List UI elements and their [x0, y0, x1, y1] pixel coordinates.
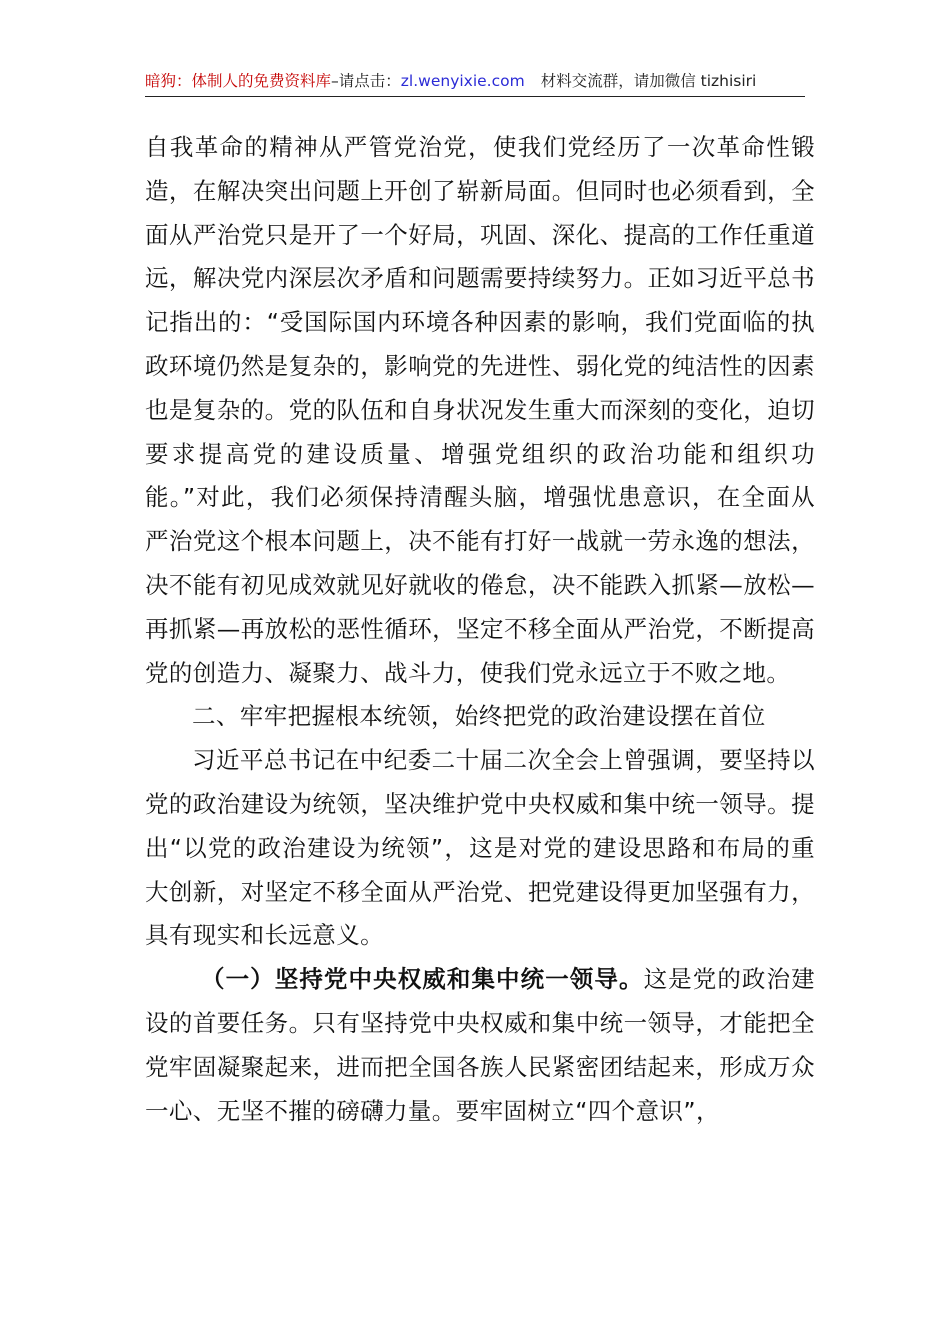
- document-body: [145, 126, 815, 1133]
- subsection-1-text: 这是党的政治建设的首要任务。只有坚持党中央权威和集中统一领导，才能把全党牢固凝聚起来，进而把全国各族人民紧密团结起来，形成万众一心、无坚不摧的磅礴力量。要牢固树立“四个意识”，: [145, 965, 815, 1125]
- paragraph-section-2-intro: 习近平总书记在中纪委二十届二次全会上曾强调，要坚持以党的政治建设为统领，坚决维护党中央权威和集中统一领导。提出“以党的政治建设为统领”，这是对党的建设思路和布局的重大创新，对坚定不移全面从严治党、把党建设得更加坚强有力，具有现实和长远意义。: [145, 746, 815, 950]
- paragraph-subsection-1: [145, 958, 815, 1133]
- subsection-1-title: （一）坚持党中央权威和集中统一领导。: [201, 965, 644, 994]
- header-prompt: –请点击：: [331, 72, 401, 90]
- header-wechat-note: 材料交流群，请加微信 tizhisiri: [540, 72, 757, 90]
- header-link[interactable]: zl.wenyixie.com: [400, 72, 525, 90]
- section-heading-2: 二、牢牢把握根本统领，始终把党的政治建设摆在首位: [192, 702, 766, 731]
- paragraph-continuation: 自我革命的精神从严管党治党，使我们党经历了一次革命性锻造，在解决突出问题上开创了崭新局面。但同时也必须看到，全面从严治党只是开了一个好局，巩固、深化、提高的工作任重道远，解决党内深层次矛盾和问题需要持续努力。正如习近平总书记指出的：“受国际国内环境各种因素的影响，我们党面临的执政环境仍然是复杂的，影响党的先进性、弱化党的纯洁性的因素也是复杂的。党的队伍和自身状况发生重大而深刻的变化，迫切要求提高党的建设质量、增强党组织的政治功能和组织功能。”对此，我们必须保持清醒头脑，增强忧患意识，在全面从严治党这个根本问题上，决不能有打好一战就一劳永逸的想法，决不能有初见成效就见好就收的倦怠，决不能跌入抓紧—放松—再抓紧—再放松的恶性循环，坚定不移全面从严治党，不断提高党的创造力、凝聚力、战斗力，使我们党永远立于不败之地。: [145, 133, 815, 687]
- page-header: [145, 70, 805, 97]
- header-brand: 暗狗：体制人的免费资料库: [145, 72, 332, 90]
